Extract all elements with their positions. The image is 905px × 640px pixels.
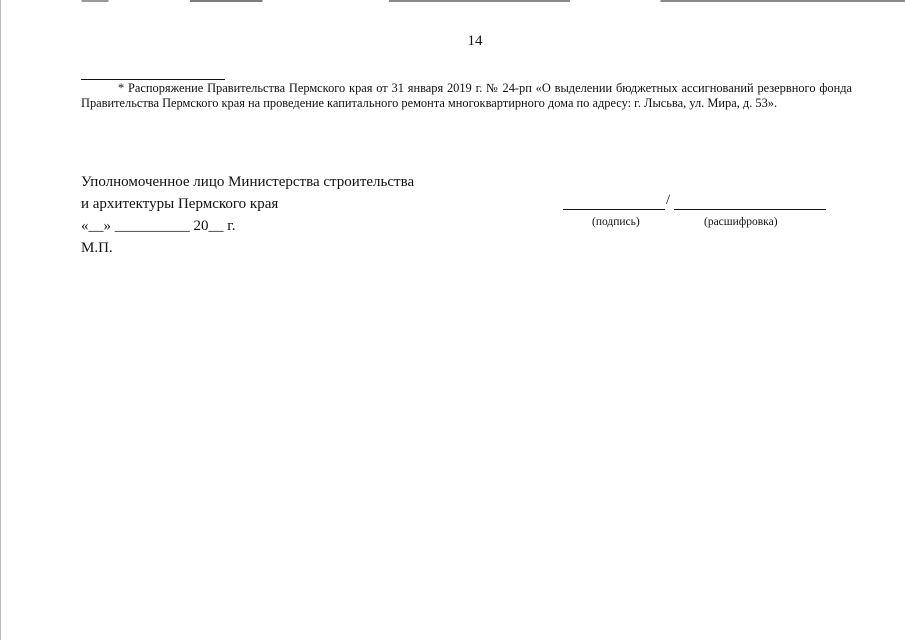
stamp-mark: М.П. [81, 240, 113, 256]
page-number: 14 [467, 33, 483, 49]
signature-block [563, 192, 828, 235]
signature-separator: / [666, 192, 671, 208]
authority-block [81, 171, 501, 259]
authority-line-1: Уполномоченное лицо Министерства строительства [81, 174, 415, 190]
decoding-line [674, 209, 826, 210]
footnote-text: * Распоряжение Правительства Пермского края от 31 января 2019 г. № 24-рп «О выделении бюджетных ассигнований резервного фонда Правительства Пермского края на проведение капитального ремонта многоквартирного дома по адресу: г. Лысьва, ул. Мира, д. 53». [81, 81, 852, 110]
decoding-caption: (расшифровка) [704, 216, 778, 228]
signature-caption: (подпись) [592, 216, 640, 228]
signature-line [563, 209, 665, 210]
scan-edge-left [0, 0, 1, 640]
footnote-separator [81, 79, 225, 80]
date-line: «__» __________ 20__ г. [81, 218, 236, 234]
authority-line-2: и архитектуры Пермского края [81, 196, 279, 212]
scan-edge-top [0, 0, 905, 2]
